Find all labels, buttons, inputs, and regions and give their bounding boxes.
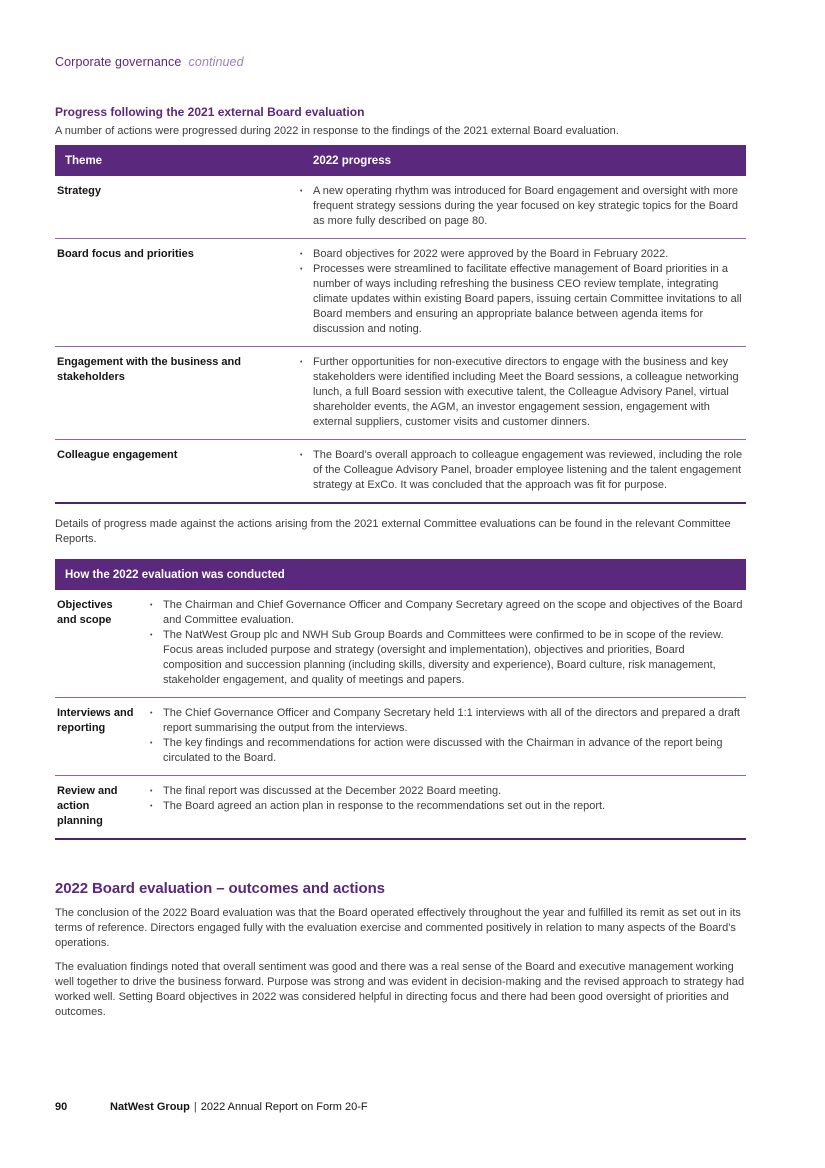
outcomes-paragraph-2: The evaluation findings noted that overall sentiment was good and there was a real sense of the Board and executive management working well together to drive the business forward. Purpose was strong and was evident in decision-making and the revised approach to strategy had worked well. Setting Board objectives in 2022 was considered helpful in directing focus and there had been good oversight of priorities and outcomes. — [55, 961, 745, 1018]
running-header-continued: continued — [188, 55, 244, 69]
section-heading-outcomes: 2022 Board evaluation – outcomes and actions — [55, 880, 385, 897]
bullet-text: Processes were streamlined to facilitate effective management of Board priorities in a number of ways including refreshing the business CEO review template, integrating climate updates within existing Board papers, issuing certain Committee invitations to all Board members and ensuring an appropriate balance between agenda items for discussion and noting. — [313, 263, 742, 335]
bullet-icon: • — [300, 188, 303, 195]
list-item — [148, 628, 746, 688]
bullet-icon: • — [300, 251, 303, 258]
row-label-engagement: Engagement with the business and stakeholders — [57, 356, 241, 383]
running-header — [55, 55, 746, 69]
table-row — [55, 440, 746, 504]
list-item — [148, 799, 746, 814]
footer-separator: | — [193, 1101, 197, 1113]
bullet-text: The key findings and recommendations for action were discussed with the Chairman in advance of the report being circulated to the Board. — [163, 737, 723, 764]
bullet-icon: • — [150, 710, 153, 717]
footer-brand: NatWest Group — [110, 1101, 190, 1113]
section-heading-progress: Progress following the 2021 external Board evaluation — [55, 105, 365, 119]
list-item — [298, 247, 746, 262]
list-item — [298, 184, 746, 229]
progress-table — [55, 145, 746, 504]
bullet-text: The final report was discussed at the December 2022 Board meeting. — [163, 785, 502, 797]
bullet-icon: • — [150, 632, 153, 639]
bullet-text: The Board agreed an action plan in response to the recommendations set out in the report. — [163, 800, 606, 812]
bullet-text: The NatWest Group plc and NWH Sub Group Boards and Committees were confirmed to be in scope of the review. Focus areas included purpose and strategy (oversight and implementation), objectives and priorities, Board composition and succession planning (including skills, diversity and experience), Board culture, risk management, stakeholder engagement, and quality of meetings and papers. — [163, 629, 724, 686]
footer-report-title: 2022 Annual Report on Form 20-F — [200, 1101, 368, 1113]
bullet-icon: • — [300, 266, 303, 273]
table-row — [55, 776, 746, 840]
bullet-text: The Board’s overall approach to colleague engagement was reviewed, including the role of the Colleague Advisory Panel, broader employee listening and the talent engagement strategy at ExCo. It was concluded that the approach was fit for purpose. — [313, 449, 743, 491]
list-item — [298, 448, 746, 493]
bullet-icon: • — [150, 788, 153, 795]
row-label-strategy: Strategy — [57, 185, 102, 197]
list-item — [298, 262, 746, 337]
page-footer — [55, 1101, 368, 1113]
evaluation-method-table — [55, 559, 746, 840]
progress-table-header — [55, 145, 746, 176]
evaluation-table-title: How the 2022 evaluation was conducted — [65, 568, 285, 581]
table-row — [55, 347, 746, 440]
list-item — [148, 598, 746, 628]
bullet-text: The Chairman and Chief Governance Officer and Company Secretary agreed on the scope and objectives of the Board and Committee evaluation. — [163, 599, 743, 626]
table-row — [55, 239, 746, 347]
column-header-theme: Theme — [65, 154, 103, 167]
row-label-interviews-reporting: Interviews and reporting — [57, 707, 134, 734]
list-item — [148, 736, 746, 766]
table-row — [55, 590, 746, 698]
table-row — [55, 176, 746, 239]
page-content — [55, 0, 746, 1020]
bullet-text: The Chief Governance Officer and Company Secretary held 1:1 interviews with all of the directors and prepared a draft report summarising the output from the interviews. — [163, 707, 740, 734]
bullet-icon: • — [150, 740, 153, 747]
bullet-icon: • — [300, 359, 303, 366]
bullet-icon: • — [150, 602, 153, 609]
table-row — [55, 698, 746, 776]
row-label-colleague-engagement: Colleague engagement — [57, 449, 178, 461]
row-label-review-action-planning: Review and action planning — [57, 785, 118, 827]
evaluation-table-header — [55, 559, 746, 590]
section-intro-text: A number of actions were progressed during 2022 in response to the findings of the 2021 external Board evaluation. — [55, 125, 619, 137]
row-label-objectives-scope: Objectives and scope — [57, 599, 113, 626]
committee-reports-note: Details of progress made against the actions arising from the 2021 external Committee evaluations can be found in the relevant Committee Reports. — [55, 518, 731, 545]
page-number: 90 — [55, 1101, 68, 1113]
bullet-icon: • — [300, 452, 303, 459]
bullet-text: Further opportunities for non-executive directors to engage with the business and key stakeholders were identified including Meet the Board sessions, a colleague networking lunch, a full Board session with executive talent, the Colleague Advisory Panel, virtual shareholder events, the AGM, an investor engagement session, engagement with external suppliers, customer visits and customer dinners. — [313, 356, 739, 428]
list-item — [148, 784, 746, 799]
list-item — [298, 355, 746, 430]
running-header-title: Corporate governance — [55, 55, 182, 69]
bullet-text: A new operating rhythm was introduced for Board engagement and oversight with more frequent strategy sessions during the year focused on key strategic topics for the Board as more fully described on page 80. — [313, 185, 738, 227]
outcomes-paragraph-1: The conclusion of the 2022 Board evaluation was that the Board operated effectively throughout the year and fulfilled its remit as set out in its terms of reference. Directors engaged fully with the evaluation exercise and commented positively in relation to many aspects of the Board’s operations. — [55, 907, 741, 949]
list-item — [148, 706, 746, 736]
column-header-2022-progress: 2022 progress — [313, 154, 391, 167]
bullet-icon: • — [150, 803, 153, 810]
row-label-board-focus: Board focus and priorities — [57, 248, 194, 260]
bullet-text: Board objectives for 2022 were approved by the Board in February 2022. — [313, 248, 669, 260]
